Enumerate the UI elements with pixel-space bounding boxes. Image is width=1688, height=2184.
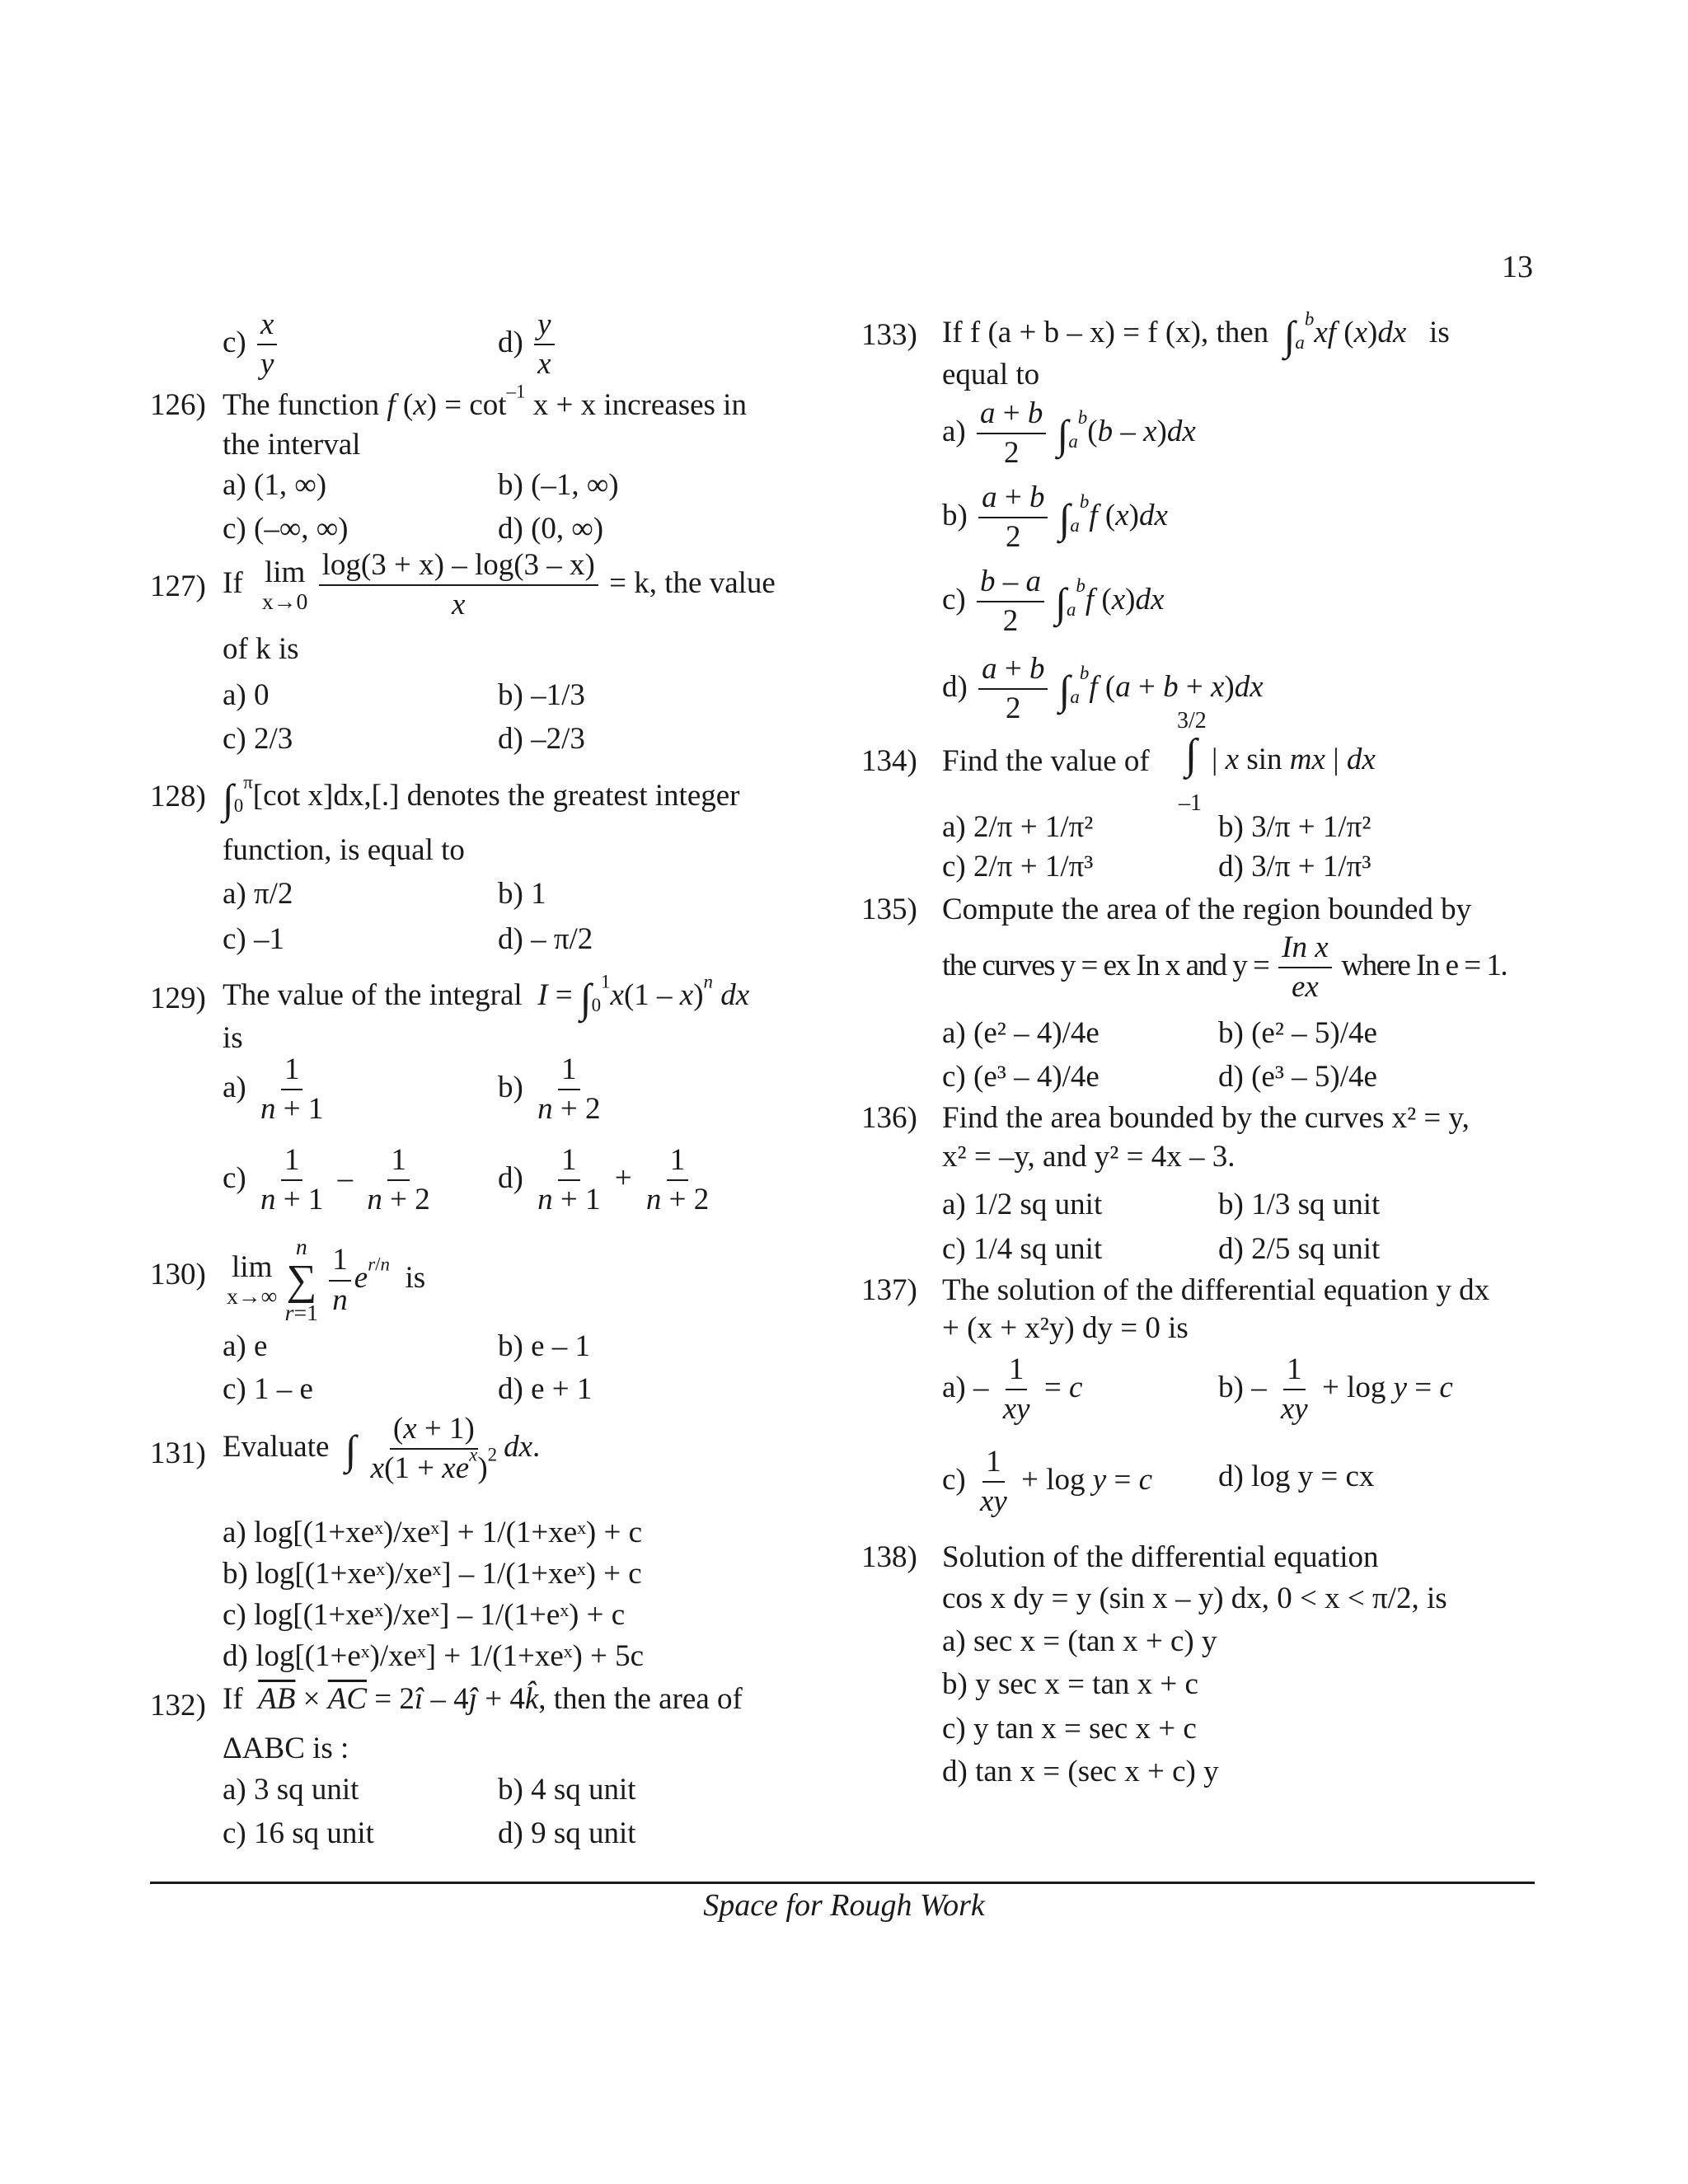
- q132-option-b: b) 4 sq unit: [498, 1773, 636, 1807]
- q126-text: The function f $(x) = \cot^{-1} x + x$ increases in: [223, 381, 747, 422]
- q133-text: If f (a + b – x) = f (x), then $\int_a^bxf$ (x)dx is: [942, 308, 1450, 359]
- q127-option-c: c) 2/3: [223, 722, 293, 756]
- q133-option-b: b) $\frac{a + b}{2}$ $\int_a^bf$ (x)dx: [942, 480, 1168, 555]
- q136-text: Find the area bounded by the curves x² = y,: [942, 1101, 1470, 1135]
- q131-option-d: d) log[(1+eˣ)/xeˣ] + 1/(1+xeˣ) + 5c: [223, 1639, 645, 1673]
- q135-text: Compute the area of the region bounded by: [942, 893, 1472, 926]
- q129-option-b: b) $\frac{1}{n + 2}$: [498, 1052, 601, 1127]
- q134-integrand: | x sin mx | dx: [1212, 743, 1376, 776]
- q136-option-b: b) 1/3 sq unit: [1218, 1188, 1381, 1221]
- q132-option-a: a) 3 sq unit: [223, 1773, 359, 1807]
- q134-text: Find the value of: [942, 744, 1150, 778]
- q135-option-b: b) (e² – 5)/4e: [1218, 1016, 1377, 1050]
- q130-option-d: d) e + 1: [498, 1372, 593, 1406]
- q134-number: 134): [861, 744, 917, 778]
- q134-option-d: d) 3/π + 1/π³: [1218, 850, 1372, 883]
- q130-number: 130): [150, 1258, 206, 1291]
- q133-option-c: c) $\frac{b - a}{2}$ $\int_a^bf$ (x)dx: [942, 565, 1165, 639]
- q130-option-b: b) e – 1: [498, 1329, 590, 1363]
- q126-option-b: b) (–1, ∞): [498, 468, 619, 502]
- footer-divider: [150, 1882, 1535, 1884]
- q134-option-a: a) 2/π + 1/π²: [942, 810, 1094, 844]
- q131-option-c: c) log[(1+xeˣ)/xeˣ] – 1/(1+eˣ) + c: [223, 1598, 626, 1632]
- q128-option-a: a) π/2: [223, 877, 293, 911]
- q136-option-a: a) 1/2 sq unit: [942, 1188, 1103, 1221]
- q126-option-c: c) (–∞, ∞): [223, 512, 349, 546]
- q137-option-c: c) $\frac{1}{xy}$ + log y = c: [942, 1445, 1153, 1519]
- q134-upper-limit: 3/2: [1177, 708, 1207, 733]
- q138-option-b: b) y sec x = tan x + c: [942, 1667, 1198, 1701]
- q137-option-a: a) – $\frac{1}{xy}$ = c: [942, 1352, 1083, 1427]
- q134-lower-limit: –1: [1179, 790, 1202, 816]
- q127-option-a: a) 0: [223, 678, 270, 712]
- q131-option-a: a) log[(1+xeˣ)/xeˣ] + 1/(1+xeˣ) + c: [223, 1516, 643, 1549]
- q126-option-d: d) (0, ∞): [498, 512, 604, 546]
- q136-number: 136): [861, 1101, 917, 1135]
- rough-work-label: Space for Rough Work: [703, 1888, 985, 1923]
- q133-number: 133): [861, 318, 917, 352]
- q138-option-d: d) tan x = (sec x + c) y: [942, 1755, 1219, 1788]
- q129-text: The value of the integral $I = \int_0^1x(1 - x)^n$ dx: [223, 971, 750, 1021]
- q134-integral-sign: ∫: [1185, 731, 1198, 778]
- q132-number: 132): [150, 1689, 206, 1722]
- q130-option-c: c) 1 – e: [223, 1372, 313, 1406]
- q130-option-a: a) e: [223, 1329, 268, 1363]
- q131-number: 131): [150, 1436, 206, 1470]
- q127-option-b: b) –1/3: [498, 678, 585, 712]
- q132-option-d: d) 9 sq unit: [498, 1816, 636, 1850]
- q128-option-c: c) –1: [223, 922, 284, 956]
- q133-option-d: d) $\frac{a + b}{2}$ $\int_a^bf$ (a + b + x)dx: [942, 652, 1264, 726]
- q137-option-b: b) – $\frac{1}{xy}$ + log y = c: [1218, 1352, 1453, 1427]
- q128-option-d: d) – π/2: [498, 922, 593, 956]
- q138-number: 138): [861, 1540, 917, 1574]
- q125-option-c: c) $\frac{x}{y}$: [223, 307, 280, 383]
- q133-text-line2: equal to: [942, 358, 1040, 391]
- q129-number: 129): [150, 982, 206, 1015]
- q127-text-line2: of k is: [223, 632, 299, 666]
- q128-text-line2: function, is equal to: [223, 833, 465, 867]
- q135-option-a: a) (e² – 4)/4e: [942, 1016, 1100, 1050]
- q128-option-b: b) 1: [498, 877, 546, 911]
- page-number: 13: [1502, 250, 1533, 284]
- q127-text: If lim x→0 $\frac{\log(3 + x) - \log(3 - x)}{x}$ = k, the value: [223, 548, 776, 622]
- q128-number: 128): [150, 780, 206, 813]
- q136-text-line2: x² = –y, and y² = 4x – 3.: [942, 1140, 1236, 1174]
- q135-number: 135): [861, 893, 917, 926]
- q134-option-c: c) 2/π + 1/π³: [942, 850, 1094, 883]
- q138-text: Solution of the differential equation: [942, 1540, 1379, 1574]
- q129-option-c: c) $\frac{1}{n + 1}$ – $\frac{1}{n + 2}$: [223, 1143, 430, 1217]
- q137-number: 137): [861, 1273, 917, 1307]
- q125-option-d: d) $\frac{y}{x}$: [498, 307, 558, 383]
- q137-text-line2: + (x + x²y) dy = 0 is: [942, 1311, 1189, 1345]
- q129-option-d: d) $\frac{1}{n + 1}$ + $\frac{1}{n + 2}$: [498, 1143, 710, 1217]
- q132-text-line2: ΔABC is :: [223, 1732, 349, 1765]
- q135-text-line2: the curves y = ex In x and y = $\frac{\text{In x}}{ex}$ where In e = 1.: [942, 930, 1507, 1005]
- q138-text-line2: cos x dy = y (sin x – y) dx, 0 < x < π/2, is: [942, 1582, 1447, 1615]
- q134-option-b: b) 3/π + 1/π²: [1218, 810, 1372, 844]
- q137-text: The solution of the differential equation y dx: [942, 1273, 1490, 1307]
- q126-text-line2: the interval: [223, 428, 361, 462]
- q131-text: Evaluate ∫ $\frac{(x + 1)}{x(1 + xe^x)^2}$ dx.: [223, 1412, 541, 1486]
- q129-text-line2: is: [223, 1021, 243, 1055]
- q133-option-a: a) $\frac{a + b}{2}$ $\int_a^b(b - x)dx$: [942, 396, 1196, 471]
- q138-option-a: a) sec x = (tan x + c) y: [942, 1624, 1217, 1658]
- q132-option-c: c) 16 sq unit: [223, 1816, 374, 1850]
- q126-number: 126): [150, 388, 206, 422]
- q132-text: If $\overline{AB} \times \overline{AC}$ = 2î – 4ĵ + 4k̂, then the area of: [223, 1682, 743, 1716]
- q126-option-a: a) (1, ∞): [223, 468, 327, 502]
- q128-text: $\int_0^\pi[\cot$ x]dx,[.] denotes the greatest integer: [223, 771, 740, 822]
- q137-option-d: d) log y = cx: [1218, 1460, 1375, 1493]
- q127-option-d: d) –2/3: [498, 722, 585, 756]
- q135-option-d: d) (e³ – 5)/4e: [1218, 1060, 1377, 1094]
- q136-option-d: d) 2/5 sq unit: [1218, 1232, 1381, 1266]
- q136-option-c: c) 1/4 sq unit: [942, 1232, 1103, 1266]
- q131-option-b: b) log[(1+xeˣ)/xeˣ] – 1/(1+xeˣ) + c: [223, 1557, 642, 1591]
- q130-text: lim x→∞ n ∑ r=1 $\frac{1}{n}$ $e^{r/n}$ is: [227, 1235, 426, 1326]
- q129-option-a: a) $\frac{1}{n + 1}$: [223, 1052, 324, 1127]
- q127-number: 127): [150, 569, 206, 603]
- q138-option-c: c) y tan x = sec x + c: [942, 1712, 1197, 1746]
- q135-option-c: c) (e³ – 4)/4e: [942, 1060, 1100, 1094]
